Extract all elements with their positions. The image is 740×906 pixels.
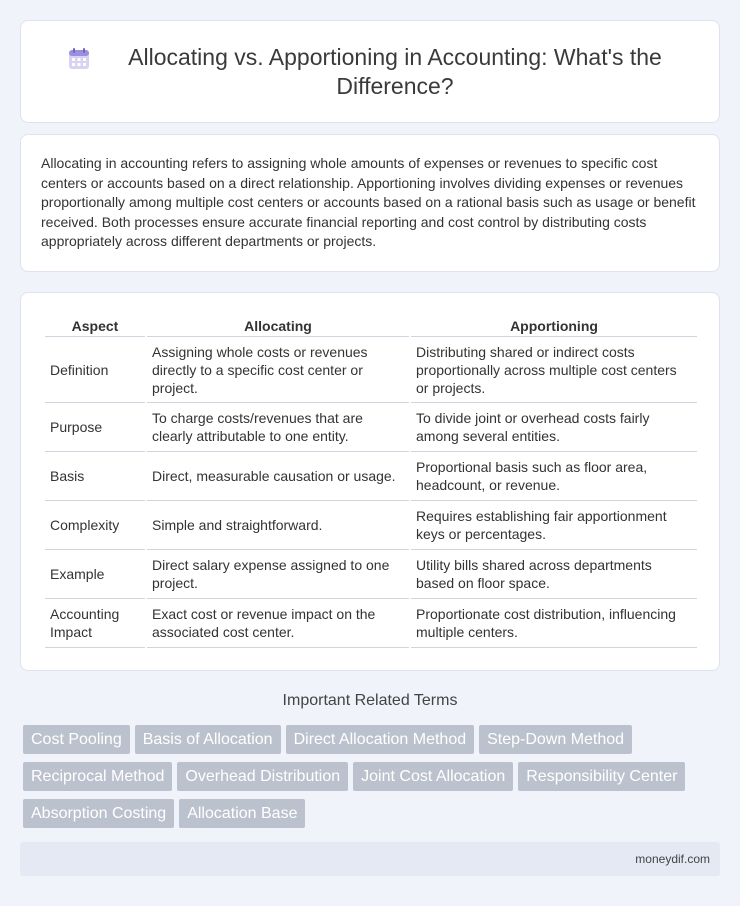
header-aspect: Aspect [45, 315, 145, 337]
aspect-cell: Complexity [45, 501, 145, 550]
footer [20, 842, 720, 876]
apportioning-cell: Utility bills shared across departments based on floor space. [411, 550, 697, 599]
apportioning-cell: Proportional basis such as floor area, headcount, or revenue. [411, 452, 697, 501]
table-row [45, 599, 697, 648]
table-row [45, 337, 697, 403]
apportioning-cell: To divide joint or overhead costs fairly among several entities. [411, 403, 697, 452]
tag-overhead-distribution[interactable]: Overhead Distribution [177, 762, 348, 791]
aspect-cell: Purpose [45, 403, 145, 452]
page-title: Allocating vs. Apportioning in Accounting: What's the Difference? [128, 44, 662, 99]
allocating-cell: To charge costs/revenues that are clearly attributable to one entity. [147, 403, 409, 452]
table-row [45, 550, 697, 599]
table-row [45, 501, 697, 550]
footer-site-link[interactable]: moneydif.com [635, 852, 710, 866]
intro-card [20, 134, 720, 272]
table-header-row [45, 315, 697, 337]
allocating-cell: Assigning whole costs or revenues directly to a specific cost center or project. [147, 337, 409, 403]
allocating-cell: Direct salary expense assigned to one project. [147, 550, 409, 599]
aspect-cell: Definition [45, 337, 145, 403]
comparison-table-card [20, 292, 720, 671]
allocating-cell: Direct, measurable causation or usage. [147, 452, 409, 501]
related-terms-title: Important Related Terms [282, 692, 458, 709]
header-apportioning: Apportioning [411, 315, 697, 337]
allocating-cell: Exact cost or revenue impact on the associated cost center. [147, 599, 409, 648]
apportioning-cell: Proportionate cost distribution, influencing multiple centers. [411, 599, 697, 648]
comparison-table [43, 315, 699, 648]
header-allocating: Allocating [147, 315, 409, 337]
aspect-cell: Example [45, 550, 145, 599]
tag-step-down-method[interactable]: Step-Down Method [479, 725, 632, 754]
allocating-cell: Simple and straightforward. [147, 501, 409, 550]
tag-joint-cost-allocation[interactable]: Joint Cost Allocation [353, 762, 513, 791]
table-row [45, 403, 697, 452]
aspect-cell: Accounting Impact [45, 599, 145, 648]
tag-reciprocal-method[interactable]: Reciprocal Method [23, 762, 172, 791]
tag-direct-allocation-method[interactable]: Direct Allocation Method [286, 725, 475, 754]
tag-cost-pooling[interactable]: Cost Pooling [23, 725, 130, 754]
tag-allocation-base[interactable]: Allocation Base [179, 799, 305, 828]
aspect-cell: Basis [45, 452, 145, 501]
tag-responsibility-center[interactable]: Responsibility Center [518, 762, 685, 791]
title-card [20, 20, 720, 123]
tag-absorption-costing[interactable]: Absorption Costing [23, 799, 174, 828]
table-row [45, 452, 697, 501]
apportioning-cell: Requires establishing fair apportionment keys or percentages. [411, 501, 697, 550]
apportioning-cell: Distributing shared or indirect costs proportionally across multiple cost centers or projects. [411, 337, 697, 403]
related-terms-list [23, 725, 703, 836]
intro-paragraph: Allocating in accounting refers to assigning whole amounts of expenses or revenues to specific cost centers or accounts based on a direct relationship. Apportioning involves dividing expenses or revenues proportionally among multiple cost centers or accounts based on a rational basis such as usage or benefit received. Both processes ensure accurate financial reporting and cost control by distributing costs appropriately across different departments or projects. [41, 155, 696, 249]
tag-basis-of-allocation[interactable]: Basis of Allocation [135, 725, 281, 754]
